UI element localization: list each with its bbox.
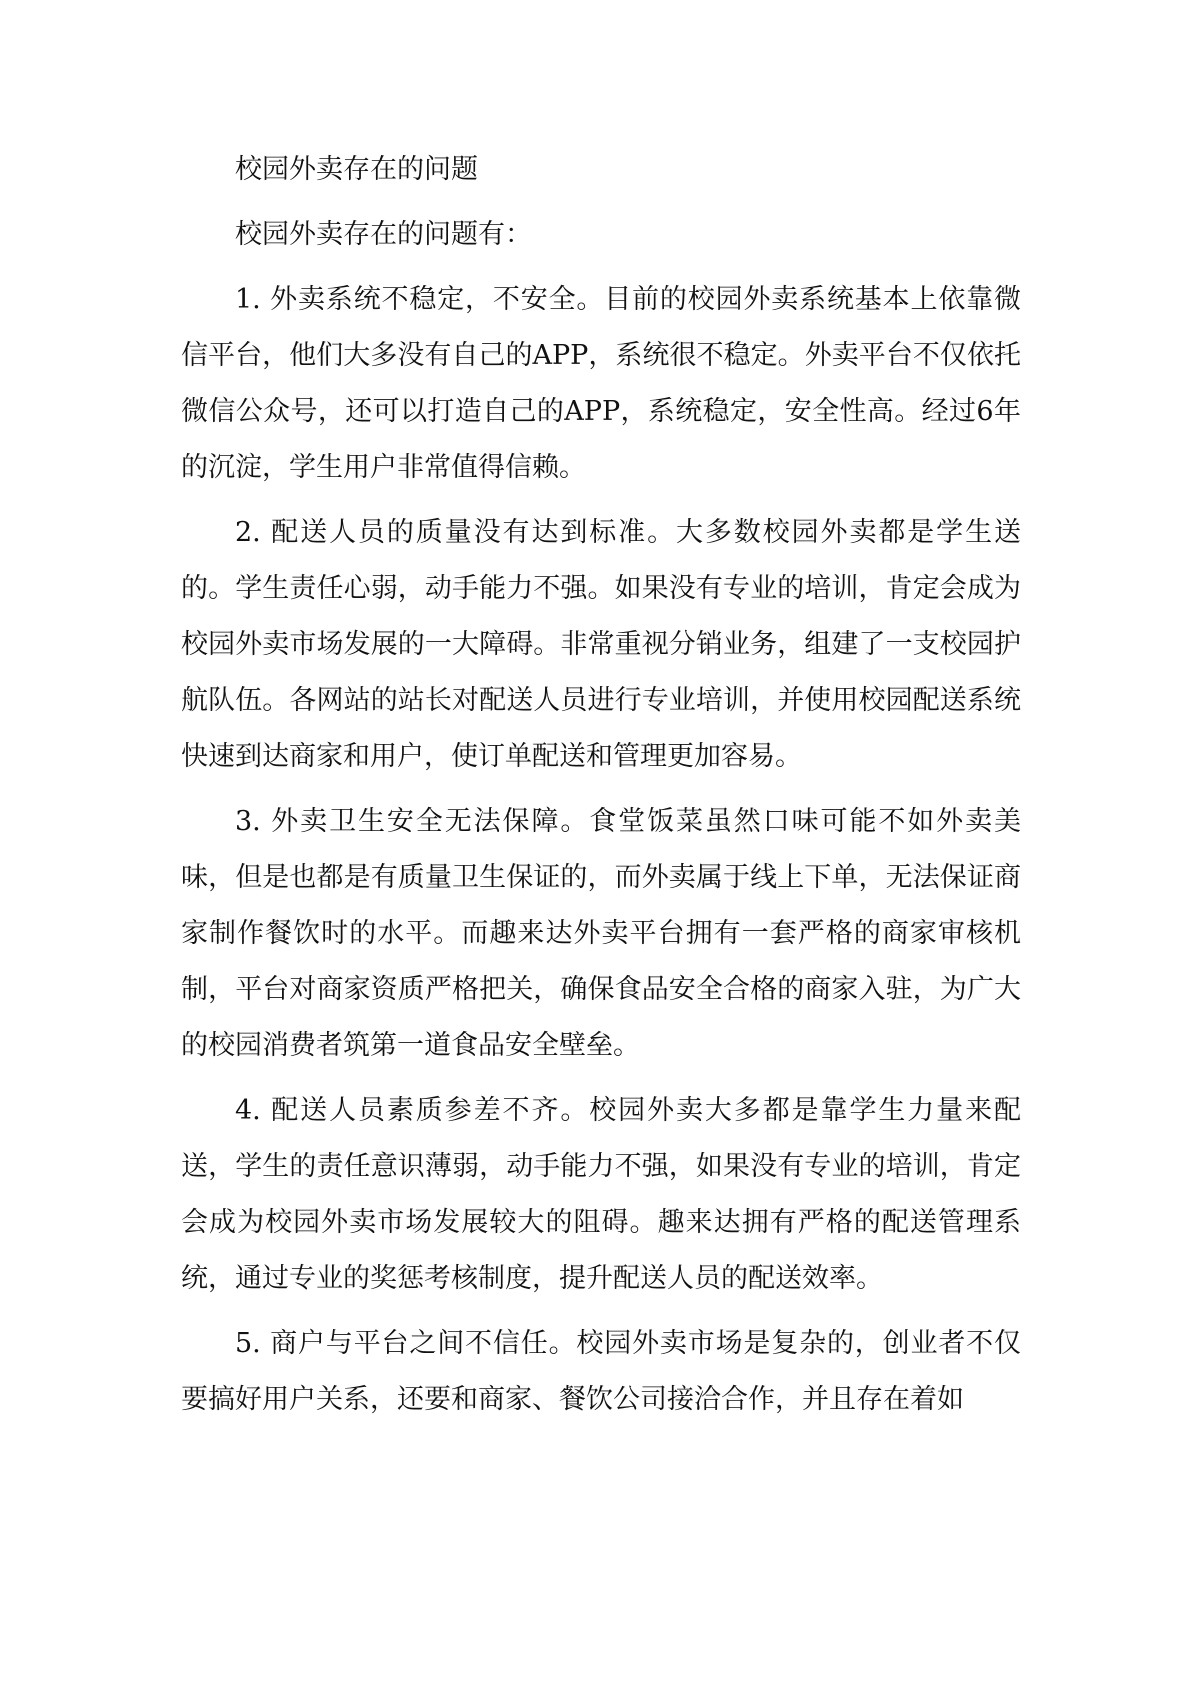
paragraph-2: 2. 配送人员的质量没有达到标准。大多数校园外卖都是学生送的。学生责任心弱，动手能力不强。如果没有专业的培训，肯定会成为校园外卖市场发展的一大障碍。非常重视分销业务，组建了一支校园护航队伍。各网站的站长对配送人员进行专业培训，并使用校园配送系统快速到达商家和用户，使订单配送和管理更加容易。 xyxy=(181,517,1021,772)
document-title: 校园外卖存在的问题 xyxy=(235,154,478,185)
paragraph-5: 5. 商户与平台之间不信任。校园外卖市场是复杂的，创业者不仅要搞好用户关系，还要和商家、餐饮公司接洽合作，并且存在着如 xyxy=(181,1328,1021,1415)
paragraph-1: 1. 外卖系统不稳定，不安全。目前的校园外卖系统基本上依靠微信平台，他们大多没有自己的APP，系统很不稳定。外卖平台不仅依托微信公众号，还可以打造自己的APP，系统稳定，安全性高。经过6年的沉淀，学生用户非常值得信赖。 xyxy=(181,284,1021,483)
document-body xyxy=(181,142,1021,1437)
document-intro: 校园外卖存在的问题有： xyxy=(235,219,532,250)
paragraph-3: 3. 外卖卫生安全无法保障。食堂饭菜虽然口味可能不如外卖美味，但是也都是有质量卫生保证的，而外卖属于线上下单，无法保证商家制作餐饮时的水平。而趣来达外卖平台拥有一套严格的商家审核机制，平台对商家资质严格把关，确保食品安全合格的商家入驻，为广大的校园消费者筑第一道食品安全壁垒。 xyxy=(181,806,1021,1061)
paragraph-4: 4. 配送人员素质参差不齐。校园外卖大多都是靠学生力量来配送，学生的责任意识薄弱，动手能力不强，如果没有专业的培训，肯定会成为校园外卖市场发展较大的阻碍。趣来达拥有严格的配送管理系统，通过专业的奖惩考核制度，提升配送人员的配送效率。 xyxy=(181,1095,1021,1294)
